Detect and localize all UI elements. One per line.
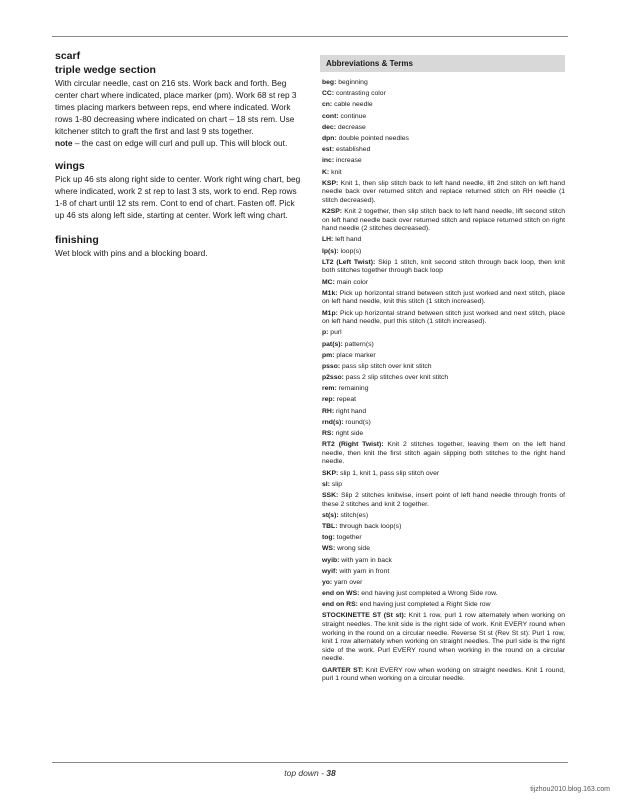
abbreviation-definition: right hand — [334, 407, 367, 415]
abbreviation-term: WS: — [322, 545, 336, 553]
abbreviation-term: lp(s): — [322, 247, 339, 255]
abbreviation-term: est: — [322, 146, 335, 154]
abbreviation-entry — [322, 481, 565, 490]
abbreviation-term: inc: — [322, 157, 335, 165]
abbreviation-definition: remaining — [336, 385, 369, 393]
abbreviation-entry — [322, 419, 565, 428]
footer-text: top down - — [284, 768, 327, 778]
abbreviation-term: wyif: — [322, 567, 338, 575]
abbreviation-definition: with yarn in back — [339, 556, 392, 564]
bottom-rule — [52, 762, 568, 763]
abbreviation-definition: purl — [328, 329, 342, 337]
watermark: tijzhou2010.blog.163.com — [530, 786, 610, 793]
abbreviation-definition: left hand — [333, 236, 362, 244]
abbreviation-entry — [322, 545, 565, 554]
abbreviation-definition: end having just completed a Right Side row — [357, 601, 491, 609]
abbreviation-definition: Knit 2 stitches together, leaving them on the left hand needle, then knit the first stitch again slipping both stitches to the right hand needle. — [322, 441, 565, 466]
abbreviation-term: pm: — [322, 351, 335, 359]
abbreviation-term: SSK: — [322, 491, 339, 499]
abbreviation-entry — [322, 180, 565, 206]
abbreviation-entry — [322, 310, 565, 327]
abbreviation-term: p2sso: — [322, 374, 344, 382]
abbreviation-term: st(s): — [322, 511, 339, 519]
abbreviation-definition: Skip 1 stitch, knit second stitch through back loop, then knit both stitches together through back loop — [322, 258, 565, 275]
abbreviation-term: RH: — [322, 407, 335, 415]
wings-text: Pick up 46 sts along right side to center. Work right wing chart, beg where indicated, work 2 st rep to last 3 sts, work to end. Rep rows 1-8 of chart until 12 sts rem. Cont to end of chart. Fasten off. Pick up 46 sts along left side, starting at center. Work left wing chart. — [55, 174, 301, 220]
abbreviations-list — [320, 79, 565, 684]
abbreviation-definition: Knit 1 row, purl 1 row alternately when working on straight needles. The knit side is the right side of work. Knit EVERY round when working in the round on a circular needle. Reverse St st (Rev St st): Purl 1 row, knit 1 row alternately when working on straight needles. The purl side is the right side of the work. Purl EVERY round when working in the round on a circular needle. — [322, 612, 565, 663]
abbreviation-definition: end having just completed a Wrong Side row. — [359, 590, 498, 598]
abbreviation-definition: through back loop(s) — [337, 522, 402, 530]
abbreviation-term: end on WS: — [322, 590, 360, 598]
abbreviation-term: psso: — [322, 362, 341, 370]
abbreviation-term: K: — [322, 168, 330, 176]
page-footer — [0, 768, 620, 778]
abbreviation-definition: beginning — [336, 79, 368, 86]
abbreviation-entry — [322, 79, 565, 88]
abbreviation-entry — [322, 248, 565, 257]
abbreviation-entry — [322, 523, 565, 532]
abbreviation-definition: decrease — [335, 123, 366, 131]
abbreviation-entry — [322, 601, 565, 610]
abbreviation-term: M1p: — [322, 309, 338, 317]
abbreviation-term: dpn: — [322, 134, 337, 142]
abbreviation-term: SKP: — [322, 469, 339, 477]
abbreviation-entry — [322, 259, 565, 276]
abbreviation-definition: main color — [334, 278, 369, 286]
abbreviations-panel — [320, 55, 565, 686]
abbreviation-term: beg: — [322, 79, 337, 86]
abbreviation-entry — [322, 408, 565, 417]
abbreviation-term: cn: — [322, 101, 333, 109]
abbreviation-term: RS: — [322, 430, 334, 438]
abbreviation-definition: continue — [338, 112, 367, 120]
abbreviation-entry — [322, 512, 565, 521]
note-label: note — [55, 138, 73, 148]
abbreviation-entry — [322, 101, 565, 110]
finishing-heading: finishing — [55, 234, 99, 246]
abbreviation-definition: Slip 2 stitches knitwise, insert point of left hand needle through fronts of these 2 stitches and knit 2 together. — [322, 491, 565, 508]
abbreviation-term: RT2 (Right Twist): — [322, 441, 384, 449]
abbreviation-entry — [322, 470, 565, 479]
abbreviation-definition: slip — [329, 480, 343, 488]
abbreviation-definition: Knit EVERY row when working on straight needles. Knit 1 round, purl 1 round when working on a circular needle. — [322, 666, 565, 683]
abbreviation-entry — [322, 363, 565, 372]
note-paragraph — [55, 137, 302, 149]
abbreviation-definition: slip 1, knit 1, pass slip stitch over — [338, 469, 440, 477]
top-rule — [52, 36, 568, 37]
abbreviation-definition: place marker — [334, 351, 376, 359]
abbreviation-term: dec: — [322, 123, 336, 131]
abbreviation-definition: wrong side — [335, 545, 370, 553]
abbreviation-definition: pass 2 slip stitches over knit stitch — [343, 374, 449, 382]
abbreviation-entry — [322, 329, 565, 338]
abbreviation-entry — [322, 113, 565, 122]
abbreviations-header: Abbreviations & Terms — [320, 55, 565, 72]
abbreviation-term: yo: — [322, 578, 333, 586]
abbreviation-definition: round(s) — [343, 418, 371, 426]
abbreviation-term: LT2 (Left Twist): — [322, 258, 376, 266]
abbreviation-term: MC: — [322, 278, 335, 286]
abbreviation-entry — [322, 279, 565, 288]
abbreviation-entry — [322, 396, 565, 405]
note-text: – the cast on edge will curl and pull up. This will block out. — [72, 138, 288, 148]
abbreviation-term: KSP: — [322, 179, 339, 187]
triple-wedge-heading: triple wedge section — [55, 64, 156, 76]
abbreviation-entry — [322, 146, 565, 155]
abbreviation-entry — [322, 667, 565, 684]
abbreviation-entry — [322, 534, 565, 543]
abbreviation-definition: increase — [334, 157, 362, 165]
triple-wedge-text: With circular needle, cast on 216 sts. Work back and forth. Beg center chart where indicated, place marker (pm). Work 68 st rep 3 times placing markers between reps, end where indicated. Work rows 1-80 decreasing where indicated on chart – 18 sts rem. Use kitchener stitch to graft the first and last 9 sts together. — [55, 78, 297, 136]
abbreviation-term: wyib: — [322, 556, 340, 564]
abbreviation-term: CC: — [322, 90, 335, 98]
abbreviation-entry — [322, 385, 565, 394]
abbreviation-entry — [322, 612, 565, 664]
abbreviation-entry — [322, 441, 565, 467]
abbreviation-entry — [322, 579, 565, 588]
abbreviation-entry — [322, 208, 565, 234]
abbreviation-term: rem: — [322, 385, 337, 393]
abbreviation-definition: Pick up horizontal strand between stitch just worked and next stitch, place on left hand needle, purl this stitch (1 stitch increased). — [322, 309, 565, 326]
abbreviation-entry — [322, 590, 565, 599]
page-number: 38 — [326, 768, 336, 778]
abbreviation-entry — [322, 374, 565, 383]
abbreviation-term: tog: — [322, 534, 335, 542]
abbreviation-entry — [322, 157, 565, 166]
abbreviation-definition: contrasting color — [334, 90, 386, 98]
abbreviation-term: rep: — [322, 396, 335, 404]
abbreviation-entry — [322, 169, 565, 178]
abbreviation-definition: cable needle — [332, 101, 373, 109]
abbreviation-definition: established — [334, 146, 371, 154]
abbreviation-definition: knit — [329, 168, 342, 176]
abbreviation-definition: Knit 2 together, then slip stitch back to left hand needle, lift second stitch on left hand needle back over returned stitch and replace returned stitch on right hand needle (2 stitches decreased). — [322, 208, 565, 233]
abbreviation-term: pat(s): — [322, 340, 343, 348]
abbreviation-definition: pass slip stitch over knit stitch — [340, 362, 432, 370]
abbreviation-entry — [322, 352, 565, 361]
wings-heading: wings — [55, 160, 85, 172]
abbreviation-term: STOCKINETTE ST (St st): — [322, 612, 407, 620]
abbreviation-definition: pattern(s) — [342, 340, 374, 348]
abbreviation-entry — [322, 557, 565, 566]
abbreviation-entry — [322, 124, 565, 133]
abbreviation-entry — [322, 568, 565, 577]
abbreviation-entry — [322, 90, 565, 99]
finishing-text: Wet block with pins and a blocking board. — [55, 248, 208, 258]
abbreviation-definition: loop(s) — [338, 247, 362, 255]
abbreviation-definition: yarn over — [332, 578, 363, 586]
abbreviation-term: M1k: — [322, 289, 338, 297]
abbreviation-definition: repeat — [334, 396, 357, 404]
abbreviation-entry — [322, 430, 565, 439]
abbreviation-entry — [322, 236, 565, 245]
abbreviation-term: K2SP: — [322, 208, 343, 216]
abbreviation-entry — [322, 290, 565, 307]
abbreviation-term: GARTER ST: — [322, 666, 364, 674]
abbreviation-term: rnd(s): — [322, 418, 344, 426]
abbreviation-term: end on RS: — [322, 601, 358, 609]
abbreviation-entry — [322, 135, 565, 144]
abbreviation-term: TBL: — [322, 522, 338, 530]
abbreviation-definition: right side — [333, 430, 364, 438]
abbreviation-entry — [322, 492, 565, 509]
abbreviation-definition: stitch(es) — [338, 511, 369, 519]
abbreviation-definition: Knit 1, then slip stitch back to left hand needle, lift 2nd stitch on left hand needle back over returned stitch and replace returned stitch on RH needle (1 stitch decreased). — [322, 179, 565, 204]
abbreviation-term: sl: — [322, 480, 330, 488]
abbreviation-term: p: — [322, 329, 329, 337]
abbreviation-definition: double pointed needles — [336, 134, 409, 142]
abbreviation-term: cont: — [322, 112, 339, 120]
abbreviation-definition: together — [334, 534, 362, 542]
scarf-heading: scarf — [55, 50, 81, 62]
pattern-instructions — [55, 50, 302, 259]
abbreviation-definition: with yarn in front — [337, 567, 390, 575]
abbreviation-term: LH: — [322, 236, 334, 244]
abbreviation-definition: Pick up horizontal strand between stitch just worked and next stitch, place on left hand needle, knit this stitch (1 stitch increased). — [322, 289, 565, 306]
abbreviation-entry — [322, 341, 565, 350]
